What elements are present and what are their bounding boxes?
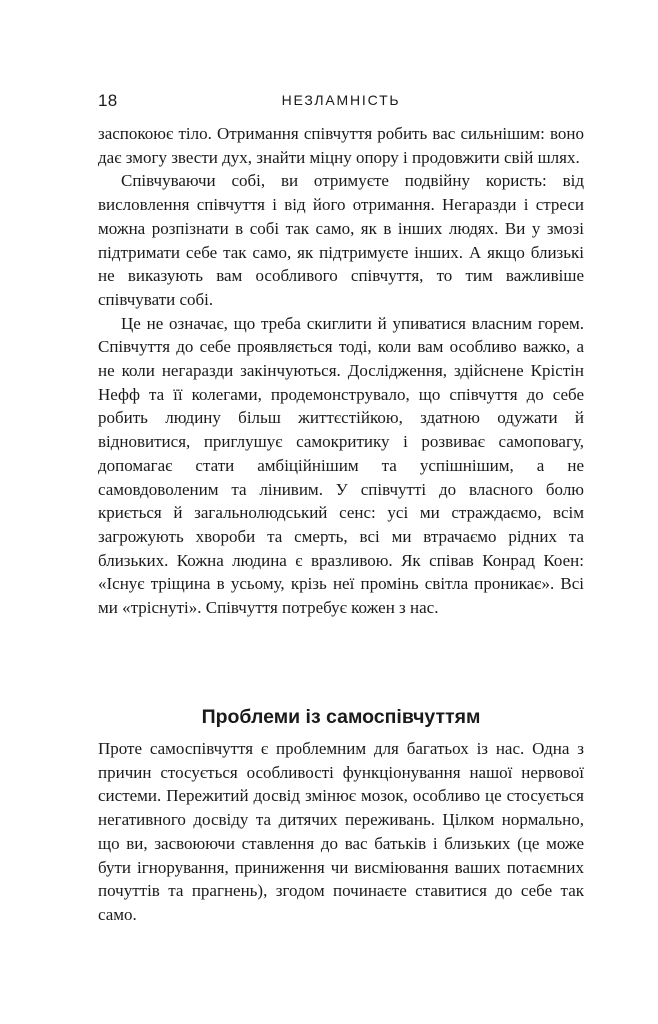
body-text <box>98 122 584 620</box>
section-heading: Проблеми із самоспівчуттям <box>201 706 481 728</box>
section-text <box>98 737 584 927</box>
running-head <box>98 91 584 113</box>
running-title: НЕЗЛАМНІСТЬ <box>281 92 401 108</box>
paragraph-not-self-pity: Це не означає, що треба скиглити й упиватися власним горем. Співчуття до себе проявляється тоді, коли вам особливо важко, а не коли негаразди закінчуються. Дослідження, здійснене Крістін Нефф та її колегами, продемонструвало, що співчуття до себе робить людину більш життєстійкою, здатною одужати й відновитися, приглушує самокритику і розвиває самоповагу, допомагає стати амбіційнішим та успішнішим, а не самовдоволеним та лінивим. У співчутті до власного болю криється й загальнолюдський сенс: усі ми страждаємо, всім загрожують хвороби та смерть, всі ми втрачаємо рідних та близьких. Кожна людина є вразливою. Як співав Конрад Коен: «Існує тріщина в усьому, крізь неї промінь світла проникає». Всі ми «тріснуті». Співчуття потребує кожен з нас. <box>98 313 584 618</box>
paragraph-self-compassion-benefit: Співчуваючи собі, ви отримуєте подвійну користь: від висловлення співчуття і від його отримання. Негаразди і стреси можна розпізнати в собі так само, як в інших людях. Ви у змозі підтримати себе так само, як підтримуєте інших. А якщо близькі не виказують вам особливого співчуття, то тим важливіше співчувати собі. <box>98 171 584 309</box>
paragraph-section-intro: Проте самоспівчуття є проблемним для багатьох із нас. Одна з причин стосується особливості функціонування нашої нервової системи. Пережитий досвід змінює мозок, особливо це стосується негативного досвіду та дитячих переживань. Цілком нормально, що ви, засвоюючи ставлення до вас батьків і близьких (це може бути ігнорування, приниження чи висміювання ваших потаємних почуттів та прагнень), згодом починаєте ставитися до себе так само. <box>98 739 584 924</box>
page-number: 18 <box>98 91 118 110</box>
paragraph-continued: заспокоює тіло. Отримання співчуття робить вас сильнішим: воно дає змогу звести дух, знайти міцну опору і продовжити свій шлях. <box>98 124 584 167</box>
